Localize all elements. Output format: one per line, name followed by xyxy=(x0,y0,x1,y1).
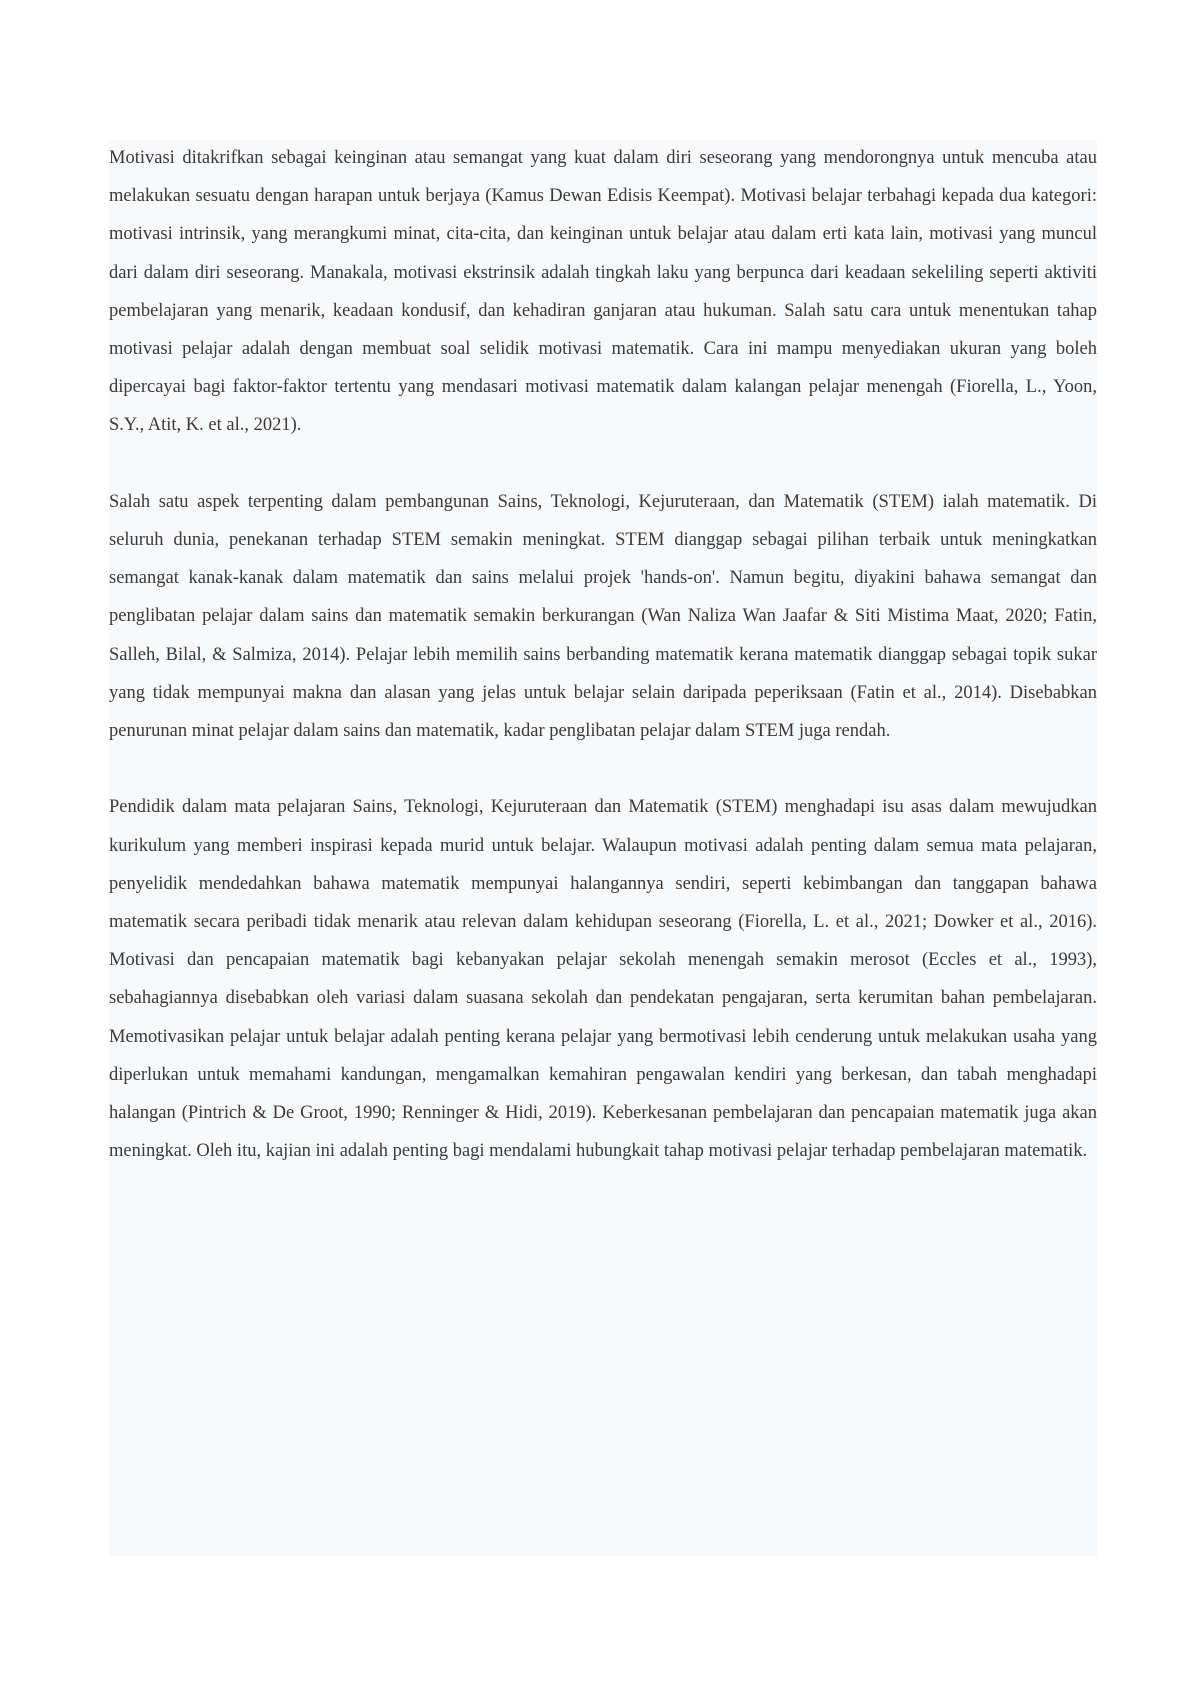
paragraph-stem-educators: Pendidik dalam mata pelajaran Sains, Teknologi, Kejuruteraan dan Matematik (STEM) menghadapi isu asas dalam mewujudkan kurikulum yang memberi inspirasi kepada murid untuk belajar. Walaupun motivasi adalah penting dalam semua mata pelajaran, penyelidik mendedahkan bahawa matematik mempunyai halangannya sendiri, seperti kebimbangan dan tanggapan bahawa matematik secara peribadi tidak menarik atau relevan dalam kehidupan seseorang (Fiorella, L. et al., 2021; Dowker et al., 2016). Motivasi dan pencapaian matematik bagi kebanyakan pelajar sekolah menengah semakin merosot (Eccles et al., 1993), sebahagiannya disebabkan oleh variasi dalam suasana sekolah dan pendekatan pengajaran, serta kerumitan bahan pembelajaran. Memotivasikan pelajar untuk belajar adalah penting kerana pelajar yang bermotivasi lebih cenderung untuk melakukan usaha yang diperlukan untuk memahami kandungan, mengamalkan kemahiran pengawalan kendiri yang berkesan, dan tabah menghadapi halangan (Pintrich & De Groot, 1990; Renninger & Hidi, 2019). Keberkesanan pembelajaran dan pencapaian matematik juga akan meningkat. Oleh itu, kajian ini adalah penting bagi mendalami hubungkait tahap motivasi pelajar terhadap pembelajaran matematik. xyxy=(109,797,1097,1162)
paragraph-stem-mathematics: Salah satu aspek terpenting dalam pembangunan Sains, Teknologi, Kejuruteraan, dan Matematik (STEM) ialah matematik. Di seluruh dunia, penekanan terhadap STEM semakin meningkat. STEM dianggap sebagai pilihan terbaik untuk meningkatkan semangat kanak-kanak dalam matematik dan sains melalui projek 'hands-on'. Namun begitu, diyakini bahawa semangat dan penglibatan pelajar dalam sains dan matematik semakin berkurangan (Wan Naliza Wan Jaafar & Siti Mistima Maat, 2020; Fatin, Salleh, Bilal, & Salmiza, 2014). Pelajar lebih memilih sains berbanding matematik kerana matematik dianggap sebagai topik sukar yang tidak mempunyai makna dan alasan yang jelas untuk belajar selain daripada peperiksaan (Fatin et al., 2014). Disebabkan penurunan minat pelajar dalam sains dan matematik, kadar penglibatan pelajar dalam STEM juga rendah. xyxy=(109,491,1097,742)
document-body xyxy=(109,139,1097,1209)
paragraph-motivation-definition: Motivasi ditakrifkan sebagai keinginan atau semangat yang kuat dalam diri seseorang yang mendorongnya untuk mencuba atau melakukan sesuatu dengan harapan untuk berjaya (Kamus Dewan Edisis Keempat). Motivasi belajar terbahagi kepada dua kategori: motivasi intrinsik, yang merangkumi minat, cita-cita, dan keinginan untuk belajar atau dalam erti kata lain, motivasi yang muncul dari dalam diri seseorang. Manakala, motivasi ekstrinsik adalah tingkah laku yang berpunca dari keadaan sekeliling seperti aktiviti pembelajaran yang menarik, keadaan kondusif, dan kehadiran ganjaran atau hukuman. Salah satu cara untuk menentukan tahap motivasi pelajar adalah dengan membuat soal selidik motivasi matematik. Cara ini mampu menyediakan ukuran yang boleh dipercayai bagi faktor-faktor tertentu yang mendasari motivasi matematik dalam kalangan pelajar menengah (Fiorella, L., Yoon, S.Y., Atit, K. et al., 2021). xyxy=(109,148,1097,436)
